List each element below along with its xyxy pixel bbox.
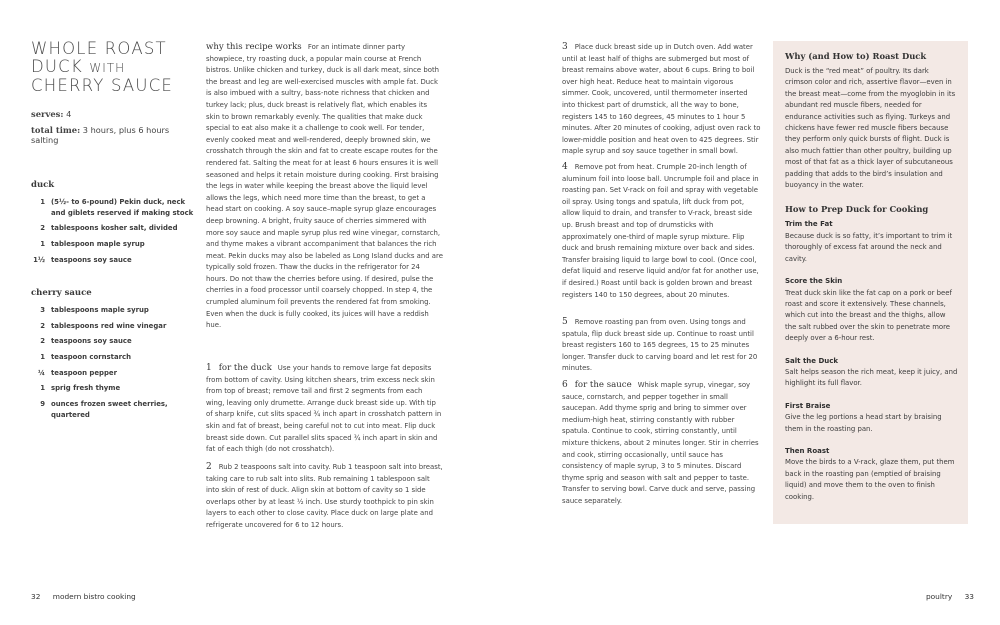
serves-label: serves:: [31, 109, 64, 119]
step-lead: for the duck: [218, 363, 272, 373]
ingredient-item: [31, 336, 201, 347]
ingredient-item: [31, 305, 201, 316]
ingredient-text: teaspoons soy sauce: [51, 337, 132, 346]
ingredient-text: sprig fresh thyme: [51, 384, 121, 393]
sidebar-tip-text: Treat duck skin like the fat cap on a pork or beef roast and score it extensively. These channels, which cut into the breast and the thighs, allow the salt rubbed over the skin to penetrate more deeply over a 6-hour rest.: [785, 288, 952, 343]
ingredient-item: [31, 321, 201, 332]
step-number: 6: [562, 380, 568, 390]
sidebar-tip-text: Salt helps season the rich meat, keep it juicy, and highlight its full flavor.: [785, 367, 958, 388]
ingredient-text: teaspoons soy sauce: [51, 255, 132, 264]
sidebar-tip: [785, 446, 958, 503]
step-6: [562, 380, 762, 508]
sidebar-tip-heading: Trim the Fat: [785, 220, 833, 229]
sidebar-tip: [785, 401, 958, 435]
ingredient-quantity: 1: [40, 239, 45, 248]
sidebar-tip-heading: First Braise: [785, 401, 831, 410]
ingredient-quantity: 2: [40, 321, 45, 330]
cherry-sauce-ingredient-list: [31, 305, 201, 425]
ingredient-text: tablespoons maple syrup: [51, 306, 149, 314]
roast-duck-sidebar: [773, 41, 968, 524]
ingredient-item: [31, 399, 201, 420]
recipe-meta: [31, 109, 196, 145]
serves-row: [31, 109, 196, 119]
step-text: Remove pot from heat. Crumple 20-inch length of aluminum foil into loose ball. Uncrumple foil and place in roasting pan. Set V-rack on foil and spray with vegetable oil spray. Using tongs and spatula, lift duck from pot, allow liquid to drain, and transfer to V-rack, breast side up. Brush breast and top of drumsticks with approximately one-third of maple syrup mixture. Flip duck and brush remaining mixture over back and sides. Transfer braising liquid to large bowl to cool. (Once cool, defat liquid and reserve liquid and/or fat for another use, if desired.) Roast until back is golden brown and breast registers 140 to 150 degrees, about 20 minutes.: [562, 163, 759, 299]
ingredient-quantity: 2: [40, 224, 45, 233]
total-time-value: 3 hours, plus 6 hours salting: [31, 125, 170, 145]
why-this-recipe-works-paragraph: [206, 42, 443, 332]
ingredient-item: [31, 368, 201, 379]
sidebar-intro: Duck is the “red meat” of poultry. Its dark crimson color and rich, assertive flavor—even in the breast meat—come from the myoglobin in its abundant red muscle fibers, needed for endurance activities such as flying. Turkeys and chickens have fewer red muscle fibers because they perform only quick bursts of flight. Duck is also much fattier than other poultry, building up most of that fat as a thick layer of subcutaneous padding that adds to the bird’s insulation and buoyancy in the water.: [785, 67, 956, 190]
ingredient-quantity: 2: [40, 337, 45, 346]
page-number-right: 33: [964, 592, 974, 601]
sidebar-tip-heading: Salt the Duck: [785, 356, 839, 365]
duck-ingredient-list: [31, 197, 201, 270]
ingredient-item: [31, 239, 201, 250]
step-text: Use your hands to remove large fat deposits from bottom of cavity. Using kitchen shears, trim excess neck skin from top of breast; remove tail and first 2 segments from each wing, leaving only drumette. Arrange duck breast side up. With tip of sharp knife, cut slits spaced ¾ inch apart in crosshatch pattern in skin and fat of breast, being careful not to cut into meat. Flip duck breast side down. Cut parallel slits spaced ¾ inch apart in skin and fat of each thigh (do not crosshatch).: [206, 364, 442, 454]
step-1: [206, 363, 443, 456]
recipe-title: [31, 40, 196, 95]
why-this-recipe-works-lead: why this recipe works: [206, 42, 302, 52]
ingredient-text: tablespoons red wine vinegar: [51, 321, 167, 330]
total-time-label: total time:: [31, 125, 81, 135]
sidebar-prep-title: How to Prep Duck for Cooking: [785, 204, 929, 215]
sidebar-tip-text: Because duck is so fatty, it’s important to trim it thoroughly of excess fat around the neck and cavity.: [785, 231, 953, 263]
step-number: 4: [562, 162, 568, 172]
step-number: 5: [562, 317, 568, 327]
ingredient-item: [31, 197, 201, 218]
title-line-3: CHERRY SAUCE: [31, 76, 174, 95]
step-number: 3: [562, 42, 568, 52]
step-5: [562, 317, 762, 375]
serves-value: 4: [66, 109, 72, 119]
footer-right: [926, 592, 974, 601]
ingredient-text: tablespoons kosher salt, divided: [51, 224, 178, 233]
page-number-left: 32: [31, 592, 41, 601]
ingredient-quantity: 1½: [33, 255, 45, 264]
ingredient-item: [31, 352, 201, 363]
ingredient-quantity: 1: [40, 384, 45, 393]
sidebar-tip-text: Move the birds to a V-rack, glaze them, put them back in the roasting pan (emptied of braising liquid) and move them to the oven to finish cooking.: [785, 458, 955, 501]
ingredient-item: [31, 383, 201, 394]
title-line-2: DUCK: [31, 57, 83, 76]
step-number: 2: [206, 462, 212, 472]
running-head-left: modern bistro cooking: [52, 592, 136, 601]
sidebar-tip-text: Give the leg portions a head start by braising them in the roasting pan.: [785, 413, 942, 433]
sidebar-title: Why (and How to) Roast Duck: [785, 51, 927, 61]
step-lead: for the sauce: [574, 380, 632, 390]
step-3: [562, 42, 762, 158]
ingredients-column: [31, 39, 196, 419]
ingredient-item: [31, 223, 201, 234]
ingredient-text: teaspoon pepper: [51, 368, 117, 377]
sidebar-tip: [785, 219, 958, 265]
ingredient-item: [31, 255, 201, 266]
step-text: Place duck breast side up in Dutch oven. Add water until at least half of thighs are submerged but most of breast remains above water, about 6 cups. Bring to boil over high heat. Reduce heat to maintain vigorous simmer. Cook, uncovered, until thermometer inserted into thickest part of drumstick, all the way to bone, registers 145 to 160 degrees, 45 minutes to 1 hour 5 minutes. After 20 minutes of cooking, adjust oven rack to lower-middle position and heat oven to 425 degrees. Stir maple syrup and soy sauce together in small bowl.: [562, 43, 761, 156]
sidebar-tip-heading: Then Roast: [785, 446, 830, 455]
sidebar-tips: [785, 219, 958, 503]
step-4: [562, 162, 762, 301]
sidebar-tip: [785, 276, 958, 344]
ingredient-quantity: 3: [40, 306, 45, 314]
ingredient-quantity: 1: [40, 353, 45, 362]
ingredient-text: (5½- to 6-pound) Pekin duck, neck and giblets reserved if making stock: [51, 198, 194, 217]
ingredient-quantity: 9: [40, 400, 45, 409]
step-text: Remove roasting pan from oven. Using tongs and spatula, flip duck breast side up. Continue to roast until breast registers 160 to 165 degrees, 15 to 25 minutes longer. Transfer duck to carving board and let rest for 20 minutes.: [562, 318, 758, 373]
running-head-right: poultry: [925, 592, 953, 601]
why-this-recipe-works-text: For an intimate dinner party showpiece, try roasting duck, a popular main course at French bistros. Unlike chicken and turkey, duck is all dark meat, since both the breast and leg are well-exercised muscles with ample fat. Duck is also imbued with a sultry, bass-note richness that chicken and turkey lack; plus, duck breast is relatively flat, which enables its skin to brown remarkably evenly. The qualities that make duck special to eat also make it a challenge to cook well. For tender, evenly cooked meat and well-rendered, deeply browned skin, we crosshatch through the skin and fat to create escape routes for the rendered fat. Salting the meat for at least 6 hours ensures it is well seasoned and helps it retain moisture during cooking. First braising the legs in water while keeping the breast above the liquid level allows the legs, which need more time than the breast, to get a head start on cooking. A soy sauce–maple syrup glaze encourages deep browning. A bright, fruity sauce of cherries simmered with more soy sauce and maple syrup plus red wine vinegar, cornstarch, and thyme makes a vibrant accompaniment that balances the rich meat. Pekin ducks may also be labeled as Long Island ducks and are typically sold frozen. Thaw the ducks in the refrigerator for 24 hours. Do not thaw the cherries before using. If desired, pulse the cherries in a food processor until coarsely chopped. In step 4, the crumpled aluminum foil prevents the rendered fat from smoking. Even when the duck is fully cooked, its juices will have a reddish hue.: [206, 43, 443, 330]
step-text: Rub 2 teaspoons salt into cavity. Rub 1 teaspoon salt into breast, taking care to rub salt into slits. Rub remaining 1 tablespoon salt into skin of rest of duck. Align skin at bottom of cavity so 1 side overlaps other by at least ½ inch. Use sturdy toothpick to pin skin layers to each other to close cavity. Place duck on large plate and refrigerate uncovered for 6 to 12 hours.: [206, 463, 443, 529]
step-2: [206, 462, 443, 532]
footer-left: [31, 592, 136, 601]
duck-ingredients-heading: duck: [31, 180, 55, 190]
title-line-2-small: WITH: [89, 61, 126, 75]
step-number: 1: [206, 363, 212, 373]
cherry-sauce-ingredients-heading: cherry sauce: [31, 288, 92, 298]
ingredient-text: ounces frozen sweet cherries, quartered: [51, 400, 168, 419]
ingredient-quantity: 1: [40, 198, 45, 206]
step-text: Whisk maple syrup, vinegar, soy sauce, cornstarch, and pepper together in small saucepan. Add thyme sprig and bring to simmer over medium-high heat, stirring constantly with rubber spatula. Continue to cook, stirring constantly, until mixture thickens, about 2 minutes longer. Stir in cherries and cook, stirring occasionally, until sauce has consistency of maple syrup, 3 to 5 minutes. Discard thyme sprig and season with salt and pepper to taste. Transfer to serving bowl. Carve duck and serve, passing sauce separately.: [562, 381, 759, 505]
sidebar-tip: [785, 356, 958, 390]
title-line-1: WHOLE ROAST: [31, 39, 167, 58]
why-this-recipe-works: [206, 42, 443, 332]
total-time-row: [31, 125, 196, 145]
sidebar-tip-heading: Score the Skin: [785, 277, 843, 286]
ingredient-text: teaspoon cornstarch: [51, 353, 131, 362]
ingredient-quantity: ¼: [37, 368, 45, 377]
ingredient-text: tablespoon maple syrup: [51, 239, 145, 248]
